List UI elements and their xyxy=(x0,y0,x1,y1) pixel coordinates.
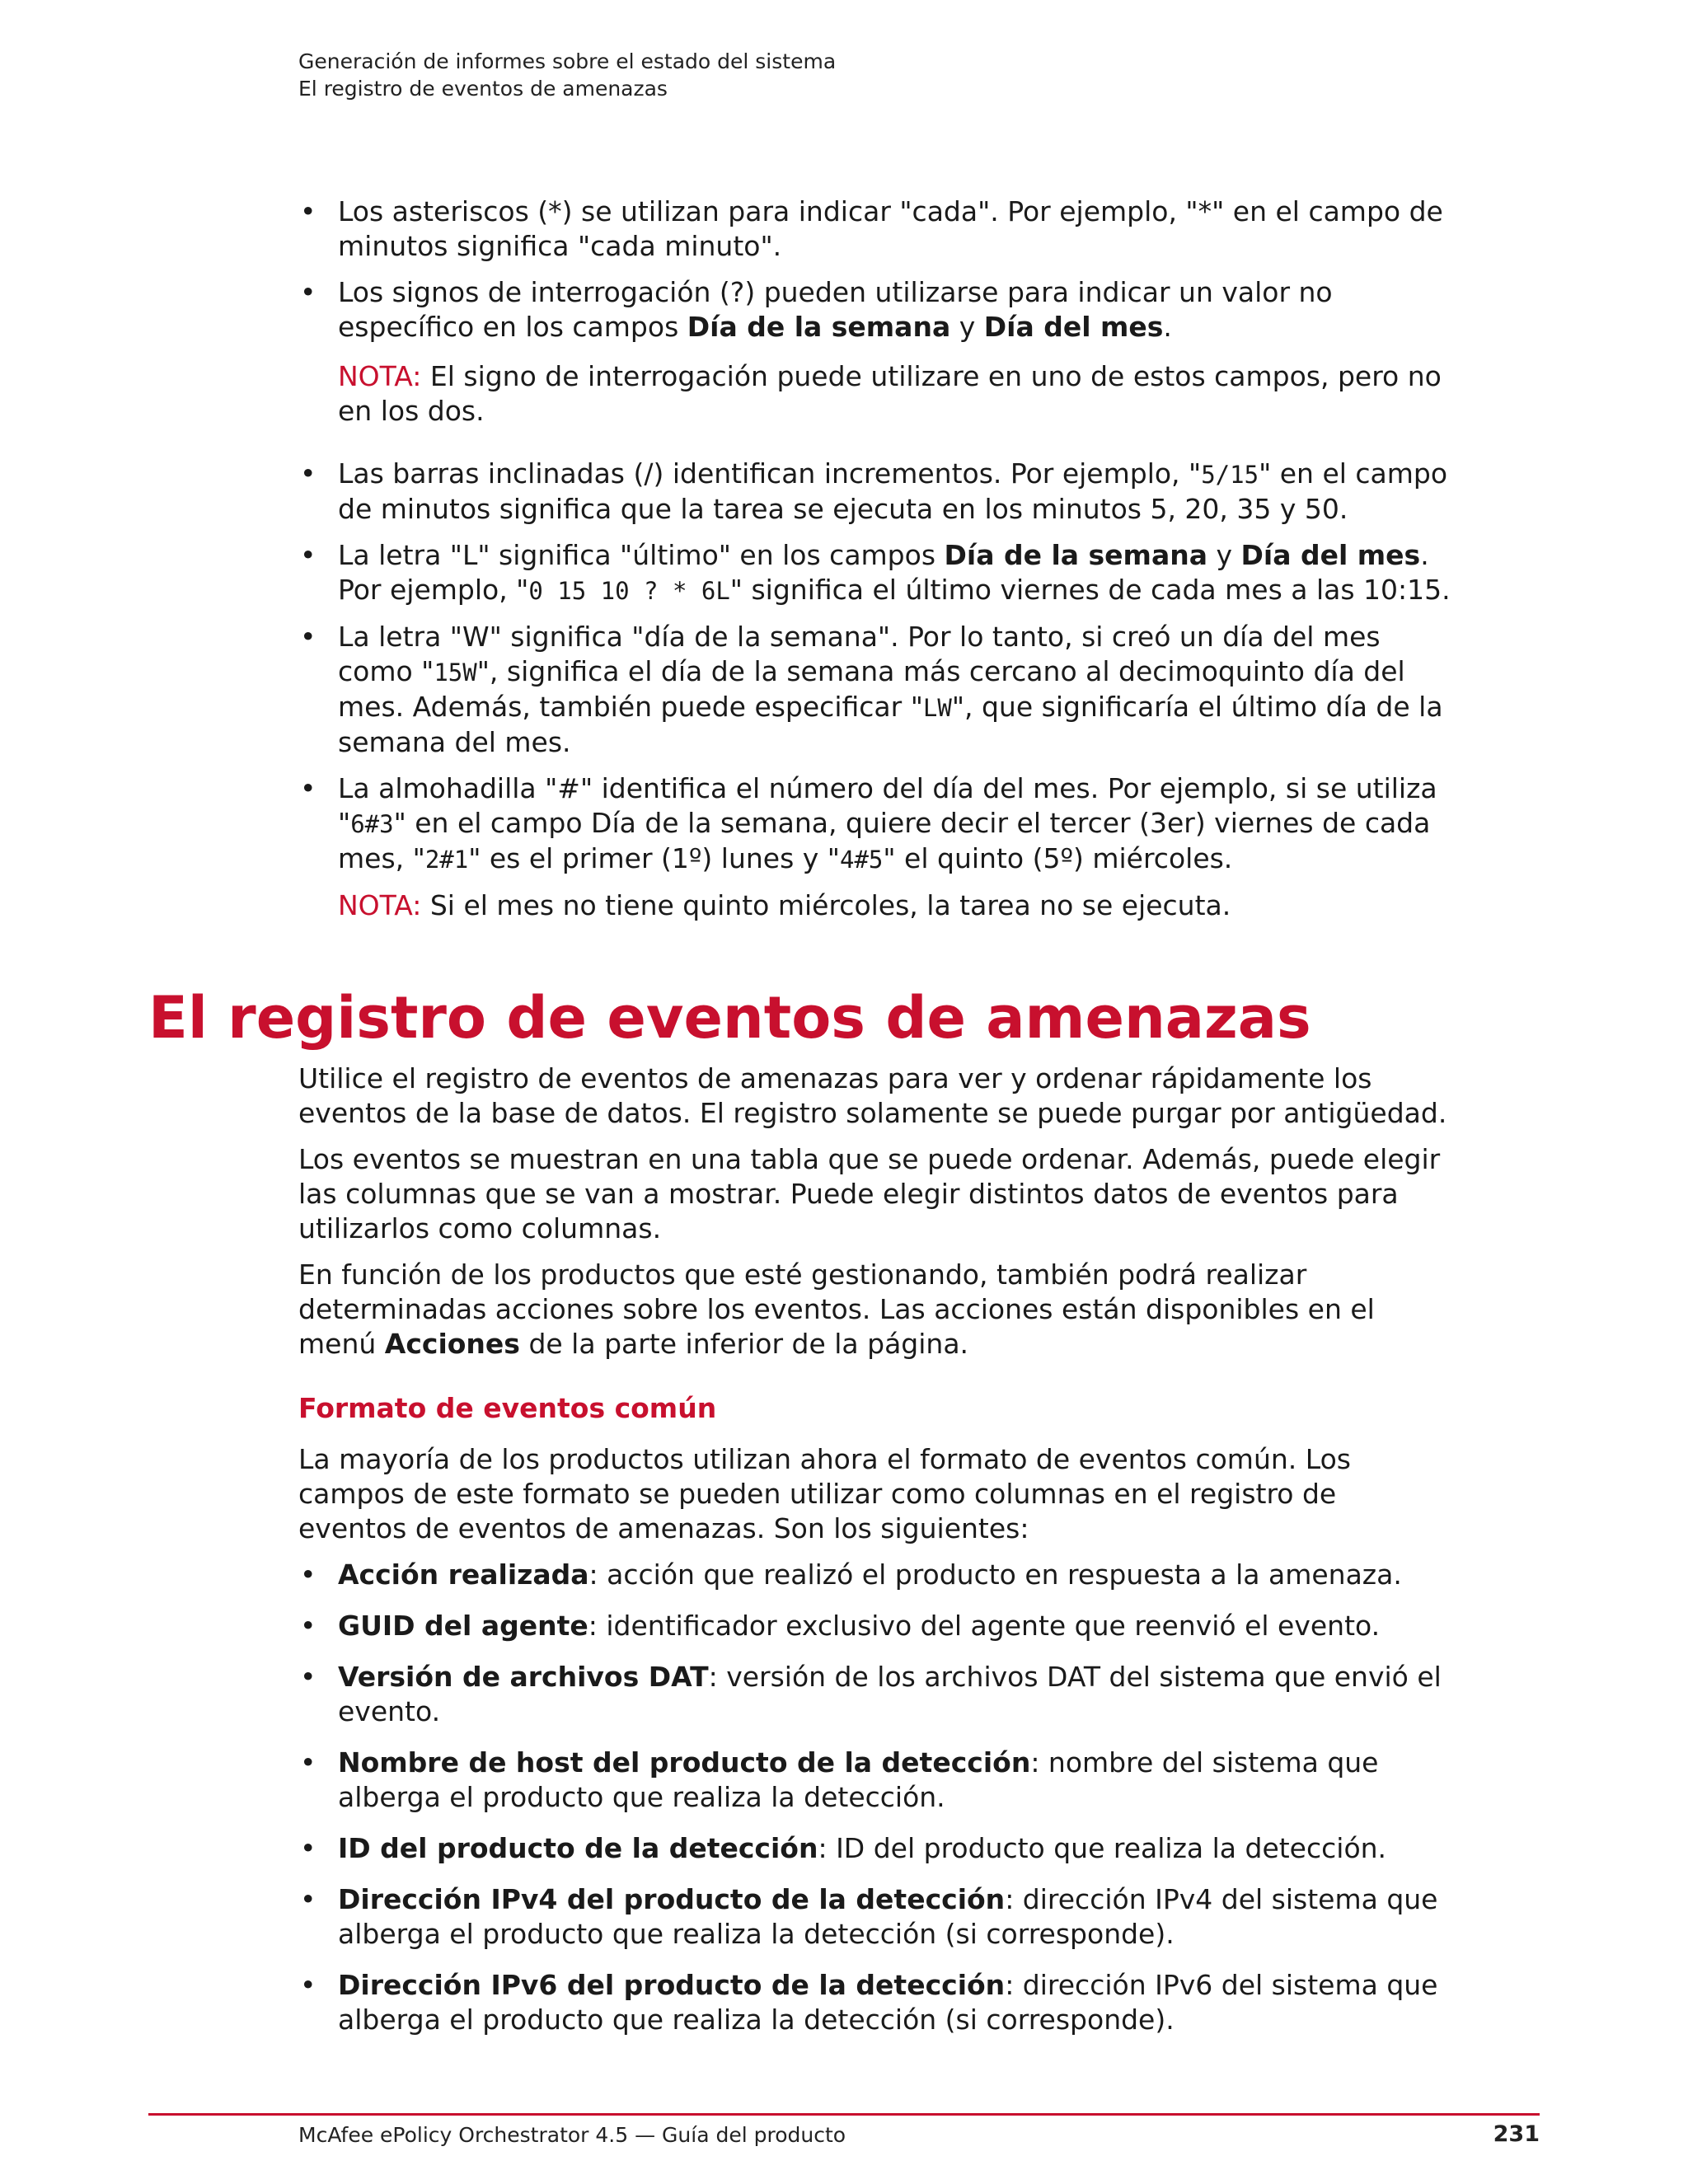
list-item xyxy=(298,1660,1452,1729)
bullet-icon: • xyxy=(300,1558,316,1591)
section-body xyxy=(298,1062,1452,2054)
field-description: : dirección IPv6 del sistema que alberga el producto que realiza la detección (si corresponde). xyxy=(338,1969,1438,2036)
note-label: NOTA: xyxy=(338,360,422,392)
code-snippet: 0 15 10 ? * 6L xyxy=(528,577,730,605)
field-name: Nombre de host del producto de la detección xyxy=(338,1746,1031,1779)
bullet-icon: • xyxy=(300,1610,316,1642)
code-snippet: 5/15 xyxy=(1201,461,1259,489)
list-item: • La letra "W" significa "día de la semana". Por lo tanto, si creó un día del mes como "15W", significa el día de la semana más cercano al decimoquinto día del mes. Además, también puede especificar "LW", que significaría el último día de la semana del mes. xyxy=(300,621,1443,758)
bullet-icon: • xyxy=(300,1661,316,1693)
bullet-icon: • xyxy=(300,1969,316,2001)
bold-term: Día de la semana xyxy=(944,539,1207,571)
bullet-icon: • xyxy=(300,621,316,653)
bullet-icon: • xyxy=(300,1883,316,1915)
footer-divider xyxy=(148,2113,1540,2116)
running-header-chapter: Generación de informes sobre el estado del sistema xyxy=(298,49,837,73)
cron-rules-list-continued xyxy=(298,457,1452,877)
list-item xyxy=(298,1746,1452,1815)
paragraph: La mayoría de los productos utilizan ahora el formato de eventos común. Los campos de este formato se pueden utilizar como columnas en el registro de eventos de eventos de amenazas. Son los siguientes: xyxy=(298,1443,1351,1544)
list-item: • Las barras inclinadas (/) identifican incrementos. Por ejemplo, "5/15" en el campo de minutos significa que la tarea se ejecuta en los minutos 5, 20, 35 y 50. xyxy=(300,457,1448,525)
field-name: Versión de archivos DAT xyxy=(338,1661,709,1693)
bullet-icon: • xyxy=(300,1832,316,1864)
paragraph: Los eventos se muestran en una tabla que se puede ordenar. Además, puede elegir las columnas que se van a mostrar. Puede elegir distintos datos de eventos para utilizarlos como columnas. xyxy=(298,1143,1441,1244)
field-description: : nombre del sistema que alberga el producto que realiza la detección. xyxy=(338,1746,1379,1813)
list-item xyxy=(298,1968,1452,2037)
page-number: 231 xyxy=(1493,2121,1540,2147)
cron-syntax-block xyxy=(298,194,1452,951)
field-name: Dirección IPv4 del producto de la detección xyxy=(338,1883,1006,1915)
bullet-icon: • xyxy=(300,276,316,308)
code-snippet: 2#1 xyxy=(424,846,469,874)
code-snippet: LW xyxy=(922,694,952,722)
code-snippet: 6#3 xyxy=(350,810,394,838)
code-snippet: 15W xyxy=(434,658,477,687)
bullet-icon: • xyxy=(300,1746,316,1779)
list-item: • La almohadilla "#" identifica el número del día del mes. Por ejemplo, si se utiliza "6#3" en el campo Día de la semana, quiere decir el tercer (3er) viernes de cada mes, "2#1" es el primer (1º) lunes y "4#5" el quinto (5º) miércoles. xyxy=(300,772,1437,874)
field-description: : dirección IPv4 del sistema que alberga el producto que realiza la detección (si corresponde). xyxy=(338,1883,1438,1950)
note-text: El signo de interrogación puede utilizare en uno de estos campos, pero no en los dos. xyxy=(338,360,1442,427)
list-item: • Los signos de interrogación (?) pueden utilizarse para indicar un valor no específico en los campos Día de la semana y Día del mes. xyxy=(300,276,1333,343)
cron-rules-list xyxy=(298,194,1452,344)
paragraph: En función de los productos que esté gestionando, también podrá realizar determinadas acciones sobre los eventos. Las acciones están disponibles en el menú Acciones de la parte inferior de la página. xyxy=(298,1258,1375,1360)
bold-term: Día de la semana xyxy=(687,311,951,343)
bold-term: Día del mes xyxy=(1240,539,1421,571)
note-text: Si el mes no tiene quinto miércoles, la tarea no se ejecuta. xyxy=(421,889,1231,921)
field-description: : versión de los archivos DAT del sistema que envió el evento. xyxy=(338,1661,1442,1727)
footer-book-title: McAfee ePolicy Orchestrator 4.5 — Guía del producto xyxy=(298,2123,846,2147)
bullet-icon: • xyxy=(300,457,316,490)
list-item xyxy=(298,1831,1452,1866)
field-name: Dirección IPv6 del producto de la detección xyxy=(338,1969,1006,2001)
bullet-icon: • xyxy=(300,772,316,804)
subsection-heading: Formato de eventos común xyxy=(298,1392,717,1424)
field-name: Acción realizada xyxy=(338,1558,589,1591)
list-item xyxy=(298,194,1452,264)
field-name: ID del producto de la detección xyxy=(338,1832,818,1864)
list-item-text: Los asteriscos (*) se utilizan para indicar "cada". Por ejemplo, "*" en el campo de minutos significa "cada minuto". xyxy=(338,195,1443,262)
field-description: : ID del producto que realiza la detección. xyxy=(818,1832,1387,1864)
running-header-section: El registro de eventos de amenazas xyxy=(298,77,668,101)
bold-term: Acciones xyxy=(384,1328,520,1360)
code-snippet: 4#5 xyxy=(839,846,884,874)
field-name: GUID del agente xyxy=(338,1610,588,1642)
list-item xyxy=(298,1882,1452,1952)
bold-term: Día del mes xyxy=(983,311,1164,343)
note-label: NOTA: xyxy=(338,889,422,921)
section-heading: El registro de eventos de amenazas xyxy=(148,984,1311,1052)
list-item: • La letra "L" significa "último" en los campos Día de la semana y Día del mes. Por ejemplo, "0 15 10 ? * 6L" significa el último viernes de cada mes a las 10:15. xyxy=(300,539,1451,606)
paragraph: Utilice el registro de eventos de amenazas para ver y ordenar rápidamente los eventos de la base de datos. El registro solamente se puede purgar por antigüedad. xyxy=(298,1062,1447,1129)
running-header xyxy=(298,48,836,102)
note xyxy=(298,359,1452,429)
field-description: : identificador exclusivo del agente que reenvió el evento. xyxy=(588,1610,1381,1642)
bullet-icon: • xyxy=(300,539,316,571)
field-description: : acción que realizó el producto en respuesta a la amenaza. xyxy=(588,1558,1402,1591)
bullet-icon: • xyxy=(300,195,316,227)
list-item xyxy=(298,1558,1452,1592)
list-item xyxy=(298,1609,1452,1643)
note xyxy=(298,888,1452,923)
event-fields-list xyxy=(298,1558,1452,2037)
